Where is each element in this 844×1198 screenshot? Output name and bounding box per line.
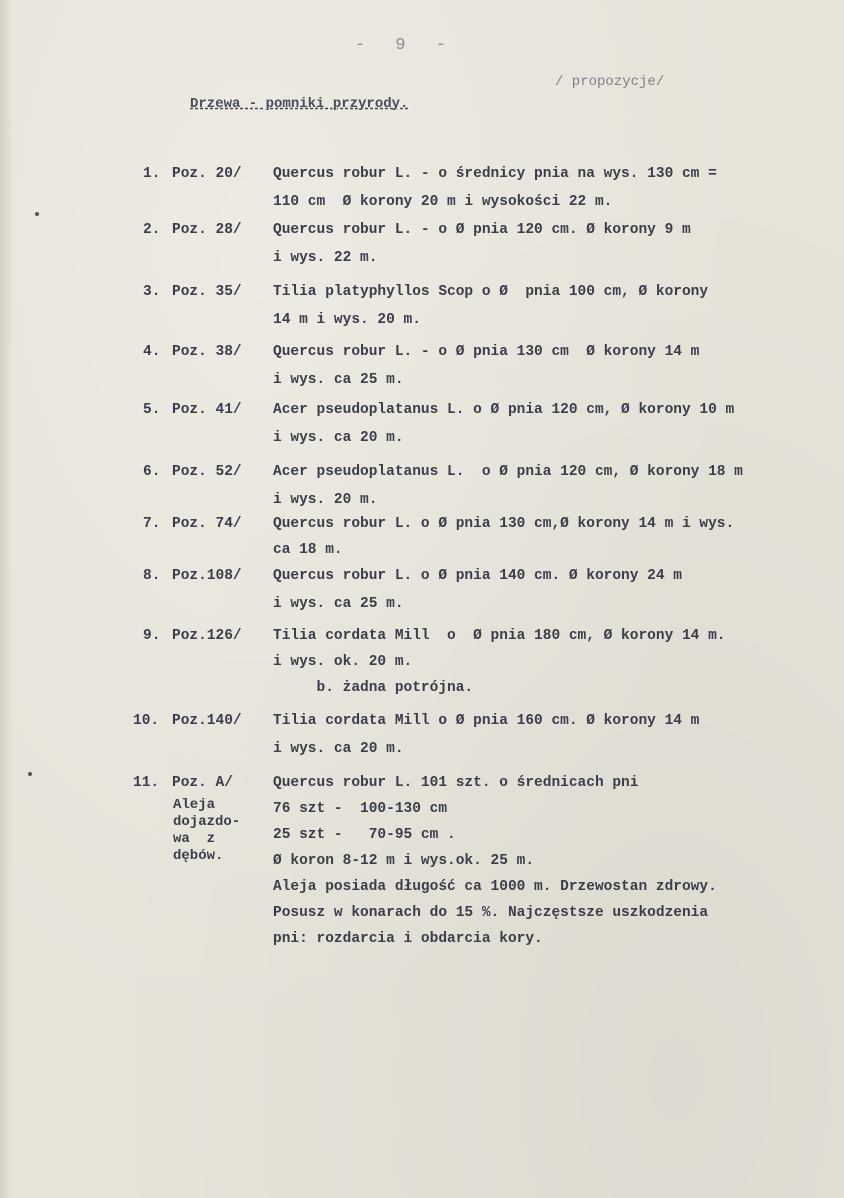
entry-text-line: Quercus robur L. - o średnicy pnia na wys. 130 cm =: [273, 166, 717, 182]
entry-text-line: i wys. ca 20 m.: [273, 741, 404, 757]
entry-position: Poz. A/: [172, 775, 233, 791]
page-number: - 9 -: [355, 36, 457, 55]
entry-number: 2.: [143, 222, 161, 238]
entry-text-line: Quercus robur L. - o Ø pnia 120 cm. Ø korony 9 m: [273, 222, 691, 238]
paper-speck: [28, 772, 32, 776]
entry-number: 1.: [143, 166, 161, 182]
entry-side-note: Aleja dojazdo- wa z dębów.: [173, 797, 241, 864]
entry-text-line: Tilia cordata Mill o Ø pnia 180 cm, Ø korony 14 m.: [273, 628, 726, 644]
entry-position: Poz. 52/: [172, 464, 242, 480]
entry-text-line: Tilia cordata Mill o Ø pnia 160 cm. Ø korony 14 m: [273, 713, 700, 729]
entry-text-line: Quercus robur L. - o Ø pnia 130 cm Ø korony 14 m: [273, 344, 700, 360]
entry-text-line: Quercus robur L. 101 szt. o średnicach pni: [273, 775, 639, 791]
entry-text-line: Aleja posiada długość ca 1000 m. Drzewostan zdrowy.: [273, 879, 717, 895]
entry-position: Poz. 38/: [172, 344, 242, 360]
entry-text-line: i wys. ca 25 m.: [273, 372, 404, 388]
entry-number: 10.: [133, 713, 160, 729]
paper-speck: [35, 212, 39, 216]
page-title-text: Drzewa - pomniki przyrody.: [190, 96, 409, 112]
entry-position: Poz. 35/: [172, 284, 242, 300]
entry-position: Poz. 20/: [172, 166, 242, 182]
entry-text-line: Ø koron 8-12 m i wys.ok. 25 m.: [273, 853, 535, 869]
entry-text-line: i wys. ca 20 m.: [273, 430, 404, 446]
entry-text-line: b. żadna potrójna.: [273, 680, 474, 696]
entry-number: 4.: [143, 344, 161, 360]
entry-text-line: Tilia platyphyllos Scop o Ø pnia 100 cm, Ø korony: [273, 284, 709, 300]
entry-text-line: 25 szt - 70-95 cm .: [273, 827, 456, 843]
entry-text-line: pni: rozdarcia i obdarcia kory.: [273, 931, 543, 947]
entry-text-line: i wys. ca 25 m.: [273, 596, 404, 612]
entry-number: 8.: [143, 568, 161, 584]
entry-position: Poz. 74/: [172, 516, 242, 532]
entry-number: 9.: [143, 628, 161, 644]
entry-position: Poz.126/: [172, 628, 242, 644]
entry-position: Poz. 28/: [172, 222, 242, 238]
entry-text-line: Quercus robur L. o Ø pnia 140 cm. Ø korony 24 m: [273, 568, 682, 584]
entry-text-line: Posusz w konarach do 15 %. Najczęstsze uszkodzenia: [273, 905, 709, 921]
entry-text-line: 110 cm Ø korony 20 m i wysokości 22 m.: [273, 194, 613, 210]
entry-text-line: Quercus robur L. o Ø pnia 130 cm,Ø korony 14 m i wys.: [273, 516, 735, 532]
entry-text-line: Acer pseudoplatanus L. o Ø pnia 120 cm, Ø korony 18 m: [273, 464, 743, 480]
entry-text-line: 14 m i wys. 20 m.: [273, 312, 421, 328]
page-edge: [0, 0, 12, 1198]
entry-text-line: ca 18 m.: [273, 542, 343, 558]
entry-text-line: 76 szt - 100-130 cm: [273, 801, 448, 817]
entry-text-line: i wys. 20 m.: [273, 492, 378, 508]
entry-number: 6.: [143, 464, 161, 480]
entry-text-line: i wys. ok. 20 m.: [273, 654, 413, 670]
entry-position: Poz.108/: [172, 568, 242, 584]
entry-number: 7.: [143, 516, 161, 532]
page-title: [190, 96, 408, 112]
entry-number: 11.: [133, 775, 160, 791]
proposal-note: / propozycje/: [555, 74, 665, 90]
entry-number: 5.: [143, 402, 161, 418]
entry-text-line: Acer pseudoplatanus L. o Ø pnia 120 cm, Ø korony 10 m: [273, 402, 735, 418]
entry-number: 3.: [143, 284, 161, 300]
entry-position: Poz. 41/: [172, 402, 242, 418]
entry-position: Poz.140/: [172, 713, 242, 729]
entry-text-line: i wys. 22 m.: [273, 250, 378, 266]
